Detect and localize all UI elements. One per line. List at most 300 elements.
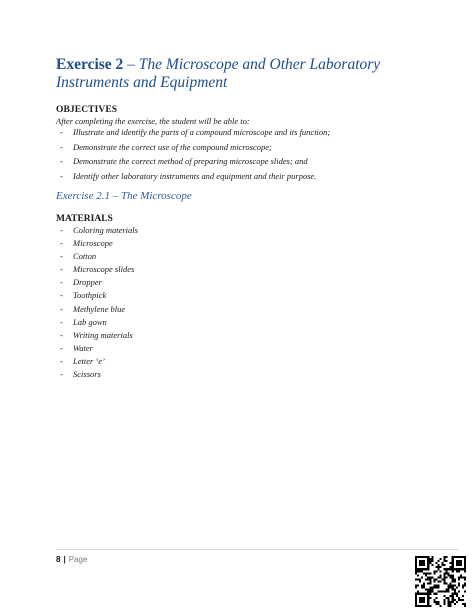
objective-item: [56, 171, 436, 186]
material-text: Dropper: [73, 277, 102, 288]
qr-module: [437, 585, 439, 587]
qr-module: [417, 578, 419, 580]
qr-module: [450, 568, 452, 570]
qr-module: [421, 568, 423, 570]
qr-module: [419, 599, 421, 601]
qr-module: [452, 601, 454, 603]
material-text: Methylene blue: [73, 303, 126, 314]
qr-module: [460, 574, 462, 576]
qr-module: [458, 556, 460, 558]
qr-module: [460, 564, 462, 566]
material-item: [56, 343, 256, 356]
qr-module: [431, 587, 433, 589]
qr-module: [444, 564, 446, 566]
qr-module: [444, 576, 446, 578]
qr-module: [458, 591, 460, 593]
qr-module: [452, 589, 454, 591]
qr-module: [458, 597, 460, 599]
qr-module: [423, 562, 425, 564]
qr-module: [427, 599, 429, 601]
qr-module: [423, 585, 425, 587]
qr-module: [454, 593, 456, 595]
qr-module: [425, 578, 427, 580]
qr-module: [458, 560, 460, 562]
qr-module: [435, 597, 437, 599]
qr-module: [423, 568, 425, 570]
footer-separator: |: [63, 555, 66, 564]
material-text: Letter ‘e’: [73, 355, 105, 366]
qr-module: [444, 558, 446, 560]
qr-module: [437, 601, 439, 603]
qr-module: [446, 568, 448, 570]
qr-module: [464, 568, 466, 570]
qr-module: [450, 576, 452, 578]
qr-module: [442, 578, 444, 580]
qr-module: [452, 566, 454, 568]
qr-module: [427, 558, 429, 560]
qr-module: [415, 593, 417, 595]
qr-module: [464, 570, 466, 572]
qr-module: [425, 589, 427, 591]
qr-module: [419, 568, 421, 570]
qr-module: [452, 562, 454, 564]
qr-module: [464, 564, 466, 566]
list-dash: -: [60, 316, 63, 327]
page-number: 8: [56, 555, 61, 564]
qr-module: [456, 601, 458, 603]
objective-item: [56, 127, 436, 142]
qr-module: [433, 601, 435, 603]
qr-module: [439, 566, 441, 568]
qr-module: [464, 605, 466, 607]
qr-module: [421, 564, 423, 566]
qr-module: [437, 591, 439, 593]
qr-module: [431, 558, 433, 560]
objectives-list: [56, 127, 436, 185]
qr-module: [444, 599, 446, 601]
qr-module: [439, 580, 441, 582]
qr-module: [448, 601, 450, 603]
qr-module: [421, 576, 423, 578]
qr-module: [415, 599, 417, 601]
material-item: [56, 251, 256, 264]
qr-module: [429, 578, 431, 580]
qr-module: [446, 570, 448, 572]
qr-module: [421, 556, 423, 558]
qr-module: [435, 603, 437, 605]
qr-module: [439, 605, 441, 607]
qr-module: [419, 562, 421, 564]
qr-module: [415, 578, 417, 580]
material-text: Writing materials: [73, 329, 133, 340]
qr-module: [427, 566, 429, 568]
qr-module: [421, 605, 423, 607]
qr-module: [423, 599, 425, 601]
objective-text: Identify other laboratory instruments and equipment and their purpose.: [73, 170, 317, 181]
qr-module: [425, 574, 427, 576]
qr-module: [444, 580, 446, 582]
material-item: [56, 304, 256, 317]
qr-module: [462, 556, 464, 558]
qr-module: [423, 593, 425, 595]
qr-module: [415, 585, 417, 587]
qr-module: [442, 562, 444, 564]
qr-module: [460, 576, 462, 578]
material-text: Water: [73, 342, 93, 353]
qr-module: [425, 572, 427, 574]
qr-module: [450, 585, 452, 587]
qr-module: [429, 560, 431, 562]
qr-module: [433, 585, 435, 587]
qr-module: [415, 572, 417, 574]
qr-module: [423, 556, 425, 558]
qr-module: [450, 587, 452, 589]
qr-module: [464, 560, 466, 562]
qr-module: [450, 595, 452, 597]
qr-module: [452, 578, 454, 580]
qr-module: [444, 556, 446, 558]
qr-module: [417, 574, 419, 576]
qr-module: [444, 591, 446, 593]
qr-module: [458, 568, 460, 570]
qr-module: [446, 556, 448, 558]
qr-module: [439, 558, 441, 560]
footer-divider: [56, 549, 458, 550]
qr-module: [448, 568, 450, 570]
qr-module: [417, 585, 419, 587]
list-dash: -: [60, 277, 63, 288]
qr-module: [460, 556, 462, 558]
qr-module: [456, 570, 458, 572]
qr-module: [448, 572, 450, 574]
qr-module: [460, 599, 462, 601]
qr-module: [454, 591, 456, 593]
list-dash: -: [60, 238, 63, 249]
qr-module: [417, 556, 419, 558]
qr-module: [464, 556, 466, 558]
objective-text: Illustrate and identify the parts of a compound microscope and its function;: [73, 127, 331, 137]
qr-module: [423, 587, 425, 589]
material-text: Lab gown: [73, 316, 107, 327]
material-item: [56, 277, 256, 290]
list-dash: -: [60, 156, 63, 166]
qr-module: [419, 605, 421, 607]
qr-module: [429, 605, 431, 607]
qr-module: [439, 576, 441, 578]
qr-module: [433, 580, 435, 582]
qr-module: [452, 574, 454, 576]
qr-module: [462, 595, 464, 597]
qr-module: [462, 568, 464, 570]
material-item: [56, 225, 256, 238]
list-dash: -: [60, 225, 63, 235]
qr-module: [435, 593, 437, 595]
qr-module: [421, 597, 423, 599]
qr-module: [458, 562, 460, 564]
qr-module: [419, 556, 421, 558]
qr-module: [435, 566, 437, 568]
qr-module: [458, 599, 460, 601]
qr-module: [464, 603, 466, 605]
qr-module: [415, 597, 417, 599]
qr-module: [437, 603, 439, 605]
qr-module: [444, 583, 446, 585]
qr-module: [458, 578, 460, 580]
objective-item: [56, 156, 436, 171]
qr-module: [444, 568, 446, 570]
qr-module: [429, 597, 431, 599]
qr-code-icon: [415, 556, 466, 607]
qr-module: [427, 589, 429, 591]
qr-module: [444, 560, 446, 562]
qr-module: [437, 568, 439, 570]
qr-module: [456, 568, 458, 570]
qr-module: [458, 583, 460, 585]
list-dash: -: [60, 127, 63, 137]
qr-module: [433, 572, 435, 574]
qr-module: [427, 578, 429, 580]
qr-module: [464, 562, 466, 564]
qr-module: [417, 570, 419, 572]
qr-module: [419, 560, 421, 562]
qr-module: [433, 570, 435, 572]
qr-module: [452, 587, 454, 589]
qr-module: [464, 578, 466, 580]
qr-module: [452, 576, 454, 578]
qr-module: [419, 593, 421, 595]
qr-module: [464, 583, 466, 585]
qr-module: [452, 568, 454, 570]
qr-module: [458, 585, 460, 587]
qr-module: [415, 587, 417, 589]
qr-module: [415, 595, 417, 597]
qr-module: [415, 562, 417, 564]
page-label: Page: [68, 555, 88, 564]
qr-module: [452, 570, 454, 572]
qr-module: [462, 599, 464, 601]
qr-module: [464, 591, 466, 593]
qr-module: [442, 564, 444, 566]
qr-module: [427, 583, 429, 585]
qr-module: [452, 580, 454, 582]
objective-text: Demonstrate the correct method of preparing microscope slides; and: [73, 156, 308, 166]
qr-module: [446, 560, 448, 562]
qr-module: [448, 587, 450, 589]
exercise-title-lead: Exercise 2: [56, 56, 124, 73]
qr-module: [415, 601, 417, 603]
qr-module: [421, 560, 423, 562]
qr-module: [419, 601, 421, 603]
qr-module: [454, 599, 456, 601]
qr-module: [464, 585, 466, 587]
material-item: [56, 264, 256, 277]
material-text: Cotton: [73, 251, 97, 262]
qr-module: [464, 558, 466, 560]
qr-module: [444, 574, 446, 576]
qr-module: [450, 574, 452, 576]
qr-module: [419, 580, 421, 582]
qr-module: [452, 556, 454, 558]
qr-module: [464, 566, 466, 568]
qr-module: [437, 564, 439, 566]
qr-module: [431, 556, 433, 558]
qr-module: [429, 589, 431, 591]
qr-module: [439, 570, 441, 572]
qr-module: [437, 587, 439, 589]
qr-module: [431, 591, 433, 593]
qr-module: [458, 570, 460, 572]
qr-module: [448, 605, 450, 607]
objectives-intro: After completing the exercise, the student will be able to:: [56, 116, 250, 126]
qr-module: [435, 570, 437, 572]
qr-module: [462, 603, 464, 605]
qr-module: [423, 560, 425, 562]
qr-module: [435, 587, 437, 589]
qr-module: [417, 605, 419, 607]
qr-module: [427, 560, 429, 562]
qr-module: [460, 562, 462, 564]
qr-module: [452, 560, 454, 562]
material-text: Scissors: [73, 369, 101, 380]
qr-module: [431, 564, 433, 566]
qr-module: [421, 593, 423, 595]
qr-module: [456, 560, 458, 562]
page-footer: [56, 555, 87, 564]
qr-module: [446, 589, 448, 591]
qr-module: [454, 589, 456, 591]
qr-module: [450, 566, 452, 568]
qr-module: [456, 562, 458, 564]
qr-module: [415, 566, 417, 568]
material-text: Microscope: [73, 238, 113, 249]
qr-module: [437, 576, 439, 578]
qr-module: [415, 568, 417, 570]
qr-module: [415, 560, 417, 562]
material-item: [56, 330, 256, 343]
qr-module: [423, 597, 425, 599]
qr-module: [419, 570, 421, 572]
material-item: [56, 356, 256, 369]
qr-module: [433, 593, 435, 595]
qr-module: [446, 597, 448, 599]
qr-module: [431, 576, 433, 578]
objective-item: [56, 142, 436, 157]
qr-module: [417, 591, 419, 593]
qr-module: [415, 603, 417, 605]
qr-module: [448, 585, 450, 587]
qr-module: [452, 595, 454, 597]
exercise-title: [56, 56, 436, 92]
qr-module: [423, 583, 425, 585]
qr-module: [439, 574, 441, 576]
qr-module: [444, 572, 446, 574]
qr-module: [454, 568, 456, 570]
qr-module: [427, 601, 429, 603]
list-dash: -: [60, 251, 63, 262]
qr-module: [446, 583, 448, 585]
qr-module: [448, 603, 450, 605]
qr-module: [419, 597, 421, 599]
qr-module: [427, 597, 429, 599]
qr-module: [448, 597, 450, 599]
qr-module: [429, 558, 431, 560]
qr-module: [423, 572, 425, 574]
qr-module: [427, 595, 429, 597]
qr-module: [462, 585, 464, 587]
qr-module: [446, 576, 448, 578]
exercise-title-rest: – The Microscope and Other Laboratory Instruments and Equipment: [56, 56, 381, 91]
qr-module: [427, 562, 429, 564]
qr-module: [427, 564, 429, 566]
qr-module: [421, 585, 423, 587]
qr-module: [429, 587, 431, 589]
qr-module: [435, 578, 437, 580]
qr-module: [425, 593, 427, 595]
qr-module: [448, 589, 450, 591]
qr-module: [425, 568, 427, 570]
list-dash: -: [60, 141, 63, 152]
qr-module: [442, 591, 444, 593]
qr-module: [446, 572, 448, 574]
qr-module: [429, 591, 431, 593]
qr-module: [429, 583, 431, 585]
material-item: [56, 238, 256, 251]
qr-module: [450, 583, 452, 585]
list-dash: -: [60, 342, 63, 353]
material-text: Toothpick: [73, 290, 107, 301]
qr-module: [454, 578, 456, 580]
qr-module: [421, 599, 423, 601]
qr-module: [435, 601, 437, 603]
qr-module: [415, 564, 417, 566]
qr-module: [429, 572, 431, 574]
qr-module: [431, 560, 433, 562]
list-dash: -: [60, 303, 63, 314]
list-dash: -: [60, 329, 63, 340]
qr-module: [450, 605, 452, 607]
qr-module: [435, 562, 437, 564]
qr-module: [460, 560, 462, 562]
objective-text: Demonstrate the correct use of the compound microscope;: [73, 141, 272, 152]
qr-module: [450, 562, 452, 564]
list-dash: -: [60, 170, 63, 181]
qr-module: [452, 564, 454, 566]
qr-module: [456, 564, 458, 566]
qr-module: [446, 591, 448, 593]
qr-module: [450, 603, 452, 605]
qr-module: [431, 589, 433, 591]
subsection-heading: Exercise 2.1 – The Microscope: [56, 190, 192, 202]
qr-module: [427, 576, 429, 578]
qr-module: [444, 601, 446, 603]
qr-module: [415, 556, 417, 558]
qr-module: [425, 605, 427, 607]
qr-module: [423, 601, 425, 603]
qr-module: [433, 587, 435, 589]
qr-module: [452, 585, 454, 587]
qr-module: [437, 566, 439, 568]
qr-module: [427, 572, 429, 574]
qr-module: [415, 605, 417, 607]
qr-module: [423, 564, 425, 566]
qr-module: [415, 570, 417, 572]
list-dash: -: [60, 264, 63, 275]
qr-module: [437, 560, 439, 562]
qr-module: [427, 603, 429, 605]
qr-module: [429, 580, 431, 582]
qr-module: [417, 593, 419, 595]
qr-module: [427, 568, 429, 570]
